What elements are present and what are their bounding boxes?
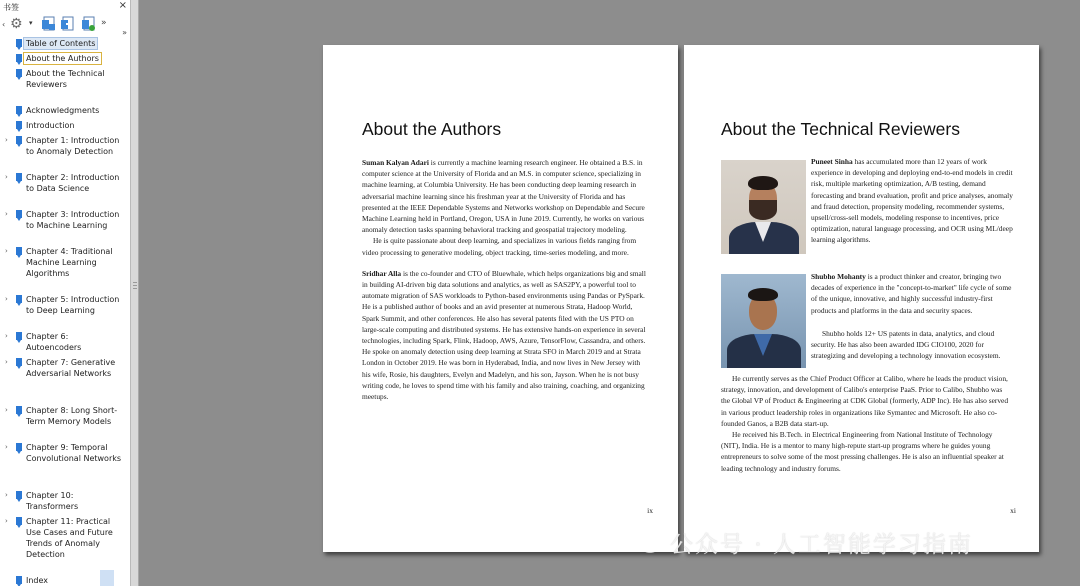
bookmark-label: Chapter 4: Traditional Machine Learning Algorithms <box>26 247 113 278</box>
author-bio: is currently a machine learning research engineer. He obtained a B.S. in computer science at the University of Florida and an M.S. in computer science, specializing in machine learning, at Columbia University. He has been conducting deep learning research in adversarial machine learning since his freshman year at the University of Florida and has presented at the IEEE Dependable Systems and Networks workshop on Dependable and Secure Machine Learning held in Portland, Oregon, USA in June 2019. Currently, he works on various anomaly detection tasks spanning behavioral tracking and geospatial trajectory modeling. <box>362 158 645 235</box>
author-bio: He is quite passionate about deep learning, and specializes in various fields ranging from video processing to generative modeling, object tracking, time-series modeling, and more. <box>362 236 637 257</box>
delete-bookmark-icon[interactable] <box>81 16 96 32</box>
bookmark-icon <box>16 358 22 366</box>
bookmark-icon <box>16 406 22 414</box>
author-bio: is the co-founder and CTO of Bluewhale, which helps organizations big and small in building AI-driven big data solutions and analytics, as well as SAS2PY, a powerful tool to automate migration of SAS workloads to Python-based environments using Pandas or PySpark. He is a published author of books and an avid presenter at numerous Strata, Hadoop World, Spark Summit, and other conferences. He also has several patents filed with the US PTO on large-scale computing and distributed systems. He has extensive hands-on experience in several technologies, including Spark, Flink, Hadoop, AWS, Azure, TensorFlow, Cassandra, and others. He spoke on anomaly detection using deep learning at Strata SFO in March 2019 and at Strata London in October 2019. He was born in Hyderabad, India, and now lives in New Jersey with his wife, Rosie, his daughters, Evelyn and Madelyn, and his son, Jayson. When he is not busy writing code, he loves to spend time with his family and also training, coaching, and organizing meetups. <box>362 268 646 402</box>
reviewer-bio: Shubho holds 12+ US patents in data, analytics, and cloud security. He has also been awarded IDG CIO100, 2020 for strategizing and developing a technology innovation ecosystem. <box>811 329 1001 361</box>
expand-icon[interactable]: » <box>101 18 107 28</box>
reviewer-name: Puneet Sinha <box>811 157 853 166</box>
bookmark-icon <box>16 136 22 144</box>
bookmark-label: Table of Contents <box>26 39 96 48</box>
bookmark-label: Chapter 2: Introduction to Data Science <box>26 173 120 193</box>
bookmark-icon <box>16 121 22 129</box>
bookmark-label: Chapter 6: Autoencoders <box>26 332 82 352</box>
bookmark-label: Chapter 11: Practical Use Cases and Future Trends of Anomaly Detection <box>26 517 113 559</box>
page-heading: About the Technical Reviewers <box>721 119 960 139</box>
expand-arrow-icon[interactable]: › <box>5 443 8 451</box>
watermark <box>626 524 973 560</box>
bookmark-label: About the Authors <box>26 54 99 63</box>
bookmark-label: Chapter 5: Introduction to Deep Learning <box>26 295 120 315</box>
expand-arrow-icon[interactable]: › <box>5 358 8 366</box>
reviewer-bio: He currently serves as the Chief Product Officer at Calibo, where he leads the product vision, strategy, innovation, and development of Calibo's enterprise PaaS. Prior to Calibo, Shubho was the Global VP of Product & Engineering at CDK Global (formerly, ADP Inc). He has also served in various product leadership roles in organizations like Symantec and Microsoft. He also co-founded Ganos, a B2B data start-up. <box>721 374 1009 428</box>
bookmarks-toolbar <box>0 14 131 34</box>
reviewer-name: Shubho Mohanty <box>811 272 866 281</box>
author-name: Suman Kalyan Adari <box>362 158 429 167</box>
reviewer-photo <box>721 160 806 254</box>
expand-arrow-icon[interactable]: › <box>5 247 8 255</box>
bookmark-icon <box>16 247 22 255</box>
page-number: ix <box>647 506 653 515</box>
new-bookmark-icon[interactable] <box>41 16 56 32</box>
panel-splitter[interactable] <box>131 0 139 586</box>
bookmark-label: About the Technical Reviewers <box>26 69 105 89</box>
reviewer-bio-block <box>811 156 1013 246</box>
collapse-icon[interactable]: » <box>122 28 127 37</box>
bookmark-icon <box>16 332 22 340</box>
panel-title: 书签 <box>3 3 19 12</box>
reviewer-bio: has accumulated more than 12 years of work experience in developing and deploying end-to-end models in credit risk, multiple marketing optimization, A/B testing, demand forecasting and brand evaluation, profit and price analyses, anomaly and fraud detection, propensity modeling, recommender systems, upsell/cross-sell models, modeling response to incentives, price optimization, natural language processing, and OCR using ML/deep learning algorithms. <box>811 157 1013 245</box>
expand-arrow-icon[interactable]: › <box>5 332 8 340</box>
bookmark-icon <box>16 39 22 47</box>
page-number: xi <box>1010 506 1016 515</box>
bookmark-label: Chapter 1: Introduction to Anomaly Detection <box>26 136 120 156</box>
pdf-page-right <box>684 45 1039 552</box>
bookmark-icon <box>16 491 22 499</box>
chevron-down-icon[interactable]: ▾ <box>29 19 33 27</box>
bookmark-label: Acknowledgments <box>26 106 100 115</box>
bookmarks-panel <box>0 0 131 586</box>
reviewer-bio-block <box>811 328 1013 362</box>
gear-icon[interactable]: ⚙ <box>10 16 23 32</box>
author-name: Sridhar Alla <box>362 268 402 278</box>
bookmark-label: Chapter 3: Introduction to Machine Learning <box>26 210 120 230</box>
expand-arrow-icon[interactable]: › <box>5 210 8 218</box>
expand-arrow-icon[interactable]: › <box>5 136 8 144</box>
bookmark-label: Index <box>26 576 49 585</box>
add-bookmark-icon[interactable] <box>60 16 75 32</box>
wechat-icon <box>626 528 662 556</box>
expand-arrow-icon[interactable]: › <box>5 491 8 499</box>
reviewer-bio-block <box>811 271 1013 316</box>
expand-arrow-icon[interactable]: › <box>5 295 8 303</box>
expand-arrow-icon[interactable]: › <box>5 517 8 525</box>
close-icon[interactable]: × <box>118 0 127 11</box>
scroll-left-icon[interactable]: ‹ <box>2 20 6 29</box>
authors-body <box>362 157 650 402</box>
reviewer-bio: is a product thinker and creator, bringing two decades of experience in the "concept-to-market" life cycle of some of the unique, innovative, and highly successful industry-first products and platforms in the data and security spaces. <box>811 272 1012 315</box>
bookmark-label: Chapter 7: Generative Adversarial Networks <box>26 358 116 378</box>
bookmark-icon <box>16 173 22 181</box>
bookmark-icon <box>16 443 22 451</box>
pdf-page-left <box>323 45 678 552</box>
bookmark-icon <box>16 210 22 218</box>
reviewer-bio: He received his B.Tech. in Electrical Engineering from National Institute of Technology (NIT), India. He is a mentor to many high-repute start-up programs where he guides young entrepreneurs to solve some of the most pressing challenges. He is also an influential speaker at leading technology and industry forums. <box>721 430 1004 473</box>
reviewer-bio-block <box>721 373 1013 474</box>
bookmark-label: Introduction <box>26 121 75 130</box>
bookmark-label: Chapter 8: Long Short-Term Memory Models <box>26 406 118 426</box>
bookmark-icon <box>16 576 22 584</box>
bookmark-icon <box>16 54 22 62</box>
bookmark-icon <box>16 517 22 525</box>
expand-arrow-icon[interactable]: › <box>5 173 8 181</box>
bookmark-label: Chapter 9: Temporal Convolutional Networks <box>26 443 122 463</box>
bookmark-corner-icon <box>100 570 114 586</box>
page-heading: About the Authors <box>362 119 502 139</box>
expand-arrow-icon[interactable]: › <box>5 406 8 414</box>
bookmark-icon <box>16 106 22 114</box>
bookmark-label: Chapter 10: Transformers <box>26 491 79 511</box>
watermark-text: 公众号 · 人工智能学习指南 <box>670 531 973 558</box>
bookmark-icon <box>16 295 22 303</box>
bookmark-icon <box>16 69 22 77</box>
reviewer-photo <box>721 274 806 368</box>
